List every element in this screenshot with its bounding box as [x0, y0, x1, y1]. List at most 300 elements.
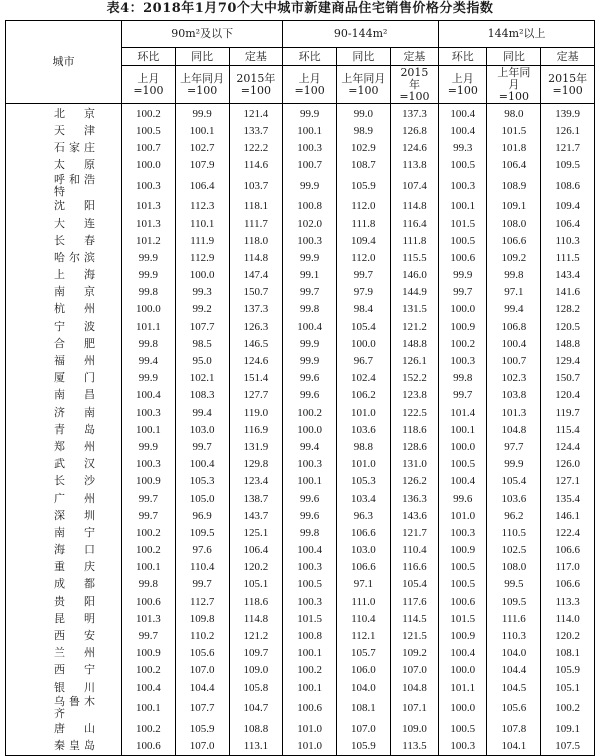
table-row — [6, 456, 595, 473]
value-cell: 100.5 — [439, 720, 487, 737]
value-cell: 117.0 — [541, 559, 595, 576]
value-cell: 121.7 — [390, 524, 438, 541]
value-cell: 120.2 — [229, 559, 283, 576]
value-cell: 109.5 — [175, 524, 229, 541]
value-cell: 151.4 — [229, 370, 283, 387]
city-cell: 海口 — [6, 542, 122, 559]
value-cell: 100.4 — [283, 542, 337, 559]
value-cell: 106.0 — [337, 662, 391, 679]
value-cell: 143.6 — [390, 507, 438, 524]
value-cell: 99.2 — [175, 301, 229, 318]
value-cell: 109.1 — [487, 198, 541, 215]
value-cell: 101.3 — [122, 198, 176, 215]
value-cell: 99.9 — [283, 249, 337, 266]
value-cell: 112.0 — [337, 249, 391, 266]
value-cell: 120.5 — [541, 318, 595, 335]
value-cell: 139.9 — [541, 104, 595, 123]
value-cell: 121.4 — [229, 104, 283, 123]
value-cell: 112.3 — [175, 198, 229, 215]
value-cell: 100.8 — [283, 198, 337, 215]
value-cell: 101.2 — [122, 232, 176, 249]
value-cell: 100.6 — [439, 593, 487, 610]
value-cell: 99.6 — [439, 490, 487, 507]
value-cell: 148.8 — [390, 335, 438, 352]
value-cell: 100.8 — [283, 627, 337, 644]
group-header-medium: 90-144m² — [283, 21, 439, 48]
value-cell: 101.5 — [283, 610, 337, 627]
value-cell: 100.5 — [439, 157, 487, 174]
value-cell: 105.4 — [337, 318, 391, 335]
value-cell: 109.1 — [541, 720, 595, 737]
value-cell: 107.0 — [175, 662, 229, 679]
table-row — [6, 576, 595, 593]
value-cell: 103.0 — [175, 421, 229, 438]
base-header-large-yoy: 上年同 月 =100 — [487, 66, 541, 104]
value-cell: 95.0 — [175, 352, 229, 369]
value-cell: 100.4 — [122, 679, 176, 696]
value-cell: 102.3 — [487, 370, 541, 387]
table-row — [6, 593, 595, 610]
value-cell: 99.8 — [122, 335, 176, 352]
value-cell: 113.1 — [229, 737, 283, 755]
value-cell: 106.6 — [337, 559, 391, 576]
value-cell: 100.1 — [122, 421, 176, 438]
value-cell: 105.9 — [337, 737, 391, 755]
table-row — [6, 157, 595, 174]
value-cell: 99.0 — [337, 104, 391, 123]
value-cell: 99.9 — [283, 352, 337, 369]
value-cell: 99.8 — [283, 524, 337, 541]
table-row — [6, 267, 595, 284]
value-cell: 100.2 — [122, 104, 176, 123]
value-cell: 100.5 — [439, 232, 487, 249]
value-cell: 100.1 — [439, 198, 487, 215]
value-cell: 100.0 — [439, 301, 487, 318]
table-row — [6, 232, 595, 249]
value-cell: 105.8 — [229, 679, 283, 696]
value-cell: 109.7 — [229, 645, 283, 662]
value-cell: 104.4 — [175, 679, 229, 696]
value-cell: 108.0 — [487, 215, 541, 232]
value-cell: 118.6 — [229, 593, 283, 610]
value-cell: 99.6 — [283, 490, 337, 507]
city-cell: 上海 — [6, 267, 122, 284]
value-cell: 99.3 — [439, 139, 487, 156]
table-row — [6, 421, 595, 438]
city-cell: 昆明 — [6, 610, 122, 627]
table-row — [6, 370, 595, 387]
value-cell: 124.4 — [541, 438, 595, 455]
value-cell: 99.7 — [175, 576, 229, 593]
value-cell: 100.9 — [439, 318, 487, 335]
table-row — [6, 387, 595, 404]
value-cell: 98.0 — [487, 104, 541, 123]
value-cell: 116.9 — [229, 421, 283, 438]
value-cell: 143.4 — [541, 267, 595, 284]
city-cell: 沈阳 — [6, 198, 122, 215]
value-cell: 103.4 — [337, 490, 391, 507]
value-cell: 135.4 — [541, 490, 595, 507]
table-row — [6, 662, 595, 679]
value-cell: 100.2 — [541, 696, 595, 720]
value-cell: 100.4 — [283, 318, 337, 335]
value-cell: 106.4 — [229, 542, 283, 559]
value-cell: 99.5 — [487, 576, 541, 593]
value-cell: 99.9 — [122, 249, 176, 266]
value-cell: 125.1 — [229, 524, 283, 541]
value-cell: 105.9 — [541, 662, 595, 679]
value-cell: 96.2 — [487, 507, 541, 524]
value-cell: 128.6 — [390, 438, 438, 455]
value-cell: 111.8 — [390, 232, 438, 249]
value-cell: 100.4 — [439, 473, 487, 490]
value-cell: 133.7 — [229, 122, 283, 139]
value-cell: 105.0 — [175, 490, 229, 507]
value-cell: 113.8 — [390, 157, 438, 174]
value-cell: 150.7 — [541, 370, 595, 387]
subheader-small-yoy: 同比 — [175, 48, 229, 66]
value-cell: 99.9 — [122, 267, 176, 284]
city-cell: 福州 — [6, 352, 122, 369]
value-cell: 100.1 — [175, 122, 229, 139]
value-cell: 101.3 — [122, 610, 176, 627]
value-cell: 109.4 — [541, 198, 595, 215]
value-cell: 129.4 — [541, 352, 595, 369]
city-cell: 武汉 — [6, 456, 122, 473]
value-cell: 101.1 — [439, 679, 487, 696]
value-cell: 104.0 — [337, 679, 391, 696]
table-row — [6, 737, 595, 755]
value-cell: 99.7 — [337, 267, 391, 284]
city-cell: 青岛 — [6, 421, 122, 438]
value-cell: 100.9 — [122, 473, 176, 490]
value-cell: 108.8 — [229, 720, 283, 737]
value-cell: 152.2 — [390, 370, 438, 387]
value-cell: 107.7 — [175, 696, 229, 720]
value-cell: 100.1 — [122, 696, 176, 720]
value-cell: 99.4 — [175, 404, 229, 421]
value-cell: 100.4 — [487, 335, 541, 352]
base-header-small-fixed-base: 2015年 =100 — [229, 66, 283, 104]
city-cell: 重庆 — [6, 559, 122, 576]
value-cell: 107.7 — [175, 318, 229, 335]
value-cell: 100.0 — [439, 438, 487, 455]
value-cell: 100.2 — [122, 720, 176, 737]
value-cell: 109.5 — [487, 593, 541, 610]
value-cell: 97.7 — [487, 438, 541, 455]
city-cell: 唐山 — [6, 720, 122, 737]
city-cell: 南京 — [6, 284, 122, 301]
value-cell: 99.7 — [175, 438, 229, 455]
value-cell: 126.3 — [229, 318, 283, 335]
value-cell: 100.2 — [122, 524, 176, 541]
value-cell: 100.5 — [439, 576, 487, 593]
value-cell: 126.1 — [390, 352, 438, 369]
value-cell: 103.7 — [229, 174, 283, 198]
value-cell: 99.9 — [283, 335, 337, 352]
value-cell: 100.1 — [283, 679, 337, 696]
value-cell: 111.0 — [337, 593, 391, 610]
value-cell: 126.8 — [390, 122, 438, 139]
value-cell: 109.2 — [390, 645, 438, 662]
value-cell: 137.3 — [229, 301, 283, 318]
value-cell: 112.0 — [337, 198, 391, 215]
value-cell: 100.3 — [283, 456, 337, 473]
value-cell: 121.5 — [390, 627, 438, 644]
value-cell: 100.1 — [283, 473, 337, 490]
value-cell: 100.9 — [439, 627, 487, 644]
value-cell: 112.7 — [175, 593, 229, 610]
value-cell: 121.7 — [541, 139, 595, 156]
value-cell: 118.1 — [229, 198, 283, 215]
value-cell: 100.3 — [439, 174, 487, 198]
table-row — [6, 438, 595, 455]
value-cell: 100.2 — [439, 335, 487, 352]
value-cell: 100.2 — [122, 662, 176, 679]
table-row — [6, 139, 595, 156]
value-cell: 110.5 — [487, 524, 541, 541]
value-cell: 99.6 — [283, 507, 337, 524]
table-row — [6, 318, 595, 335]
value-cell: 107.9 — [175, 157, 229, 174]
value-cell: 131.9 — [229, 438, 283, 455]
city-cell: 贵阳 — [6, 593, 122, 610]
value-cell: 96.9 — [175, 507, 229, 524]
value-cell: 112.1 — [337, 627, 391, 644]
value-cell: 122.4 — [541, 524, 595, 541]
value-cell: 104.7 — [229, 696, 283, 720]
table-row — [6, 198, 595, 215]
value-cell: 101.0 — [337, 404, 391, 421]
value-cell: 114.0 — [541, 610, 595, 627]
value-cell: 100.2 — [283, 662, 337, 679]
value-cell: 101.0 — [439, 507, 487, 524]
city-cell: 济南 — [6, 404, 122, 421]
value-cell: 138.7 — [229, 490, 283, 507]
value-cell: 100.1 — [283, 645, 337, 662]
value-cell: 102.0 — [283, 215, 337, 232]
value-cell: 104.8 — [487, 421, 541, 438]
value-cell: 101.1 — [122, 318, 176, 335]
value-cell: 100.3 — [439, 352, 487, 369]
table-body — [6, 104, 595, 756]
value-cell: 127.7 — [229, 387, 283, 404]
value-cell: 111.9 — [175, 232, 229, 249]
table-row — [6, 627, 595, 644]
value-cell: 113.5 — [390, 737, 438, 755]
value-cell: 100.5 — [122, 122, 176, 139]
value-cell: 99.6 — [283, 387, 337, 404]
value-cell: 99.7 — [439, 284, 487, 301]
value-cell: 101.8 — [487, 139, 541, 156]
value-cell: 100.0 — [122, 301, 176, 318]
value-cell: 111.8 — [337, 215, 391, 232]
value-cell: 100.0 — [122, 157, 176, 174]
city-cell: 郑州 — [6, 438, 122, 455]
value-cell: 108.3 — [175, 387, 229, 404]
value-cell: 121.2 — [229, 627, 283, 644]
value-cell: 100.6 — [283, 696, 337, 720]
value-cell: 105.9 — [175, 720, 229, 737]
value-cell: 102.5 — [487, 542, 541, 559]
value-cell: 120.2 — [541, 627, 595, 644]
value-cell: 100.3 — [122, 456, 176, 473]
value-cell: 118.6 — [390, 421, 438, 438]
value-cell: 128.2 — [541, 301, 595, 318]
value-cell: 101.5 — [487, 122, 541, 139]
value-cell: 141.6 — [541, 284, 595, 301]
value-cell: 100.9 — [122, 645, 176, 662]
subheader-medium-fixed-base: 定基 — [390, 48, 438, 66]
value-cell: 97.1 — [337, 576, 391, 593]
value-cell: 110.4 — [390, 542, 438, 559]
value-cell: 101.5 — [439, 610, 487, 627]
table-title: 表4：2018年1月70个大中城市新建商品住宅销售价格分类指数 — [106, 1, 494, 16]
value-cell: 123.4 — [229, 473, 283, 490]
subheader-large-fixed-base: 定基 — [541, 48, 595, 66]
table-row — [6, 610, 595, 627]
value-cell: 146.0 — [390, 267, 438, 284]
city-cell: 宁波 — [6, 318, 122, 335]
value-cell: 99.6 — [283, 370, 337, 387]
value-cell: 124.6 — [390, 139, 438, 156]
value-cell: 100.3 — [283, 559, 337, 576]
value-cell: 109.0 — [390, 720, 438, 737]
city-cell: 天津 — [6, 122, 122, 139]
value-cell: 108.0 — [487, 559, 541, 576]
value-cell: 99.9 — [175, 104, 229, 123]
city-cell: 乌鲁木齐 — [6, 696, 122, 720]
value-cell: 111.7 — [229, 215, 283, 232]
value-cell: 108.1 — [541, 645, 595, 662]
value-cell: 106.4 — [541, 215, 595, 232]
value-cell: 100.4 — [439, 104, 487, 123]
price-index-table — [5, 20, 595, 756]
value-cell: 114.5 — [390, 610, 438, 627]
value-cell: 105.3 — [337, 473, 391, 490]
city-cell: 合肥 — [6, 335, 122, 352]
table-row — [6, 122, 595, 139]
city-cell: 石家庄 — [6, 139, 122, 156]
value-cell: 101.5 — [439, 215, 487, 232]
value-cell: 100.3 — [283, 139, 337, 156]
value-cell: 103.6 — [337, 421, 391, 438]
table-row — [6, 215, 595, 232]
value-cell: 99.9 — [283, 174, 337, 198]
subheader-medium-mom: 环比 — [283, 48, 337, 66]
value-cell: 117.6 — [390, 593, 438, 610]
value-cell: 122.5 — [390, 404, 438, 421]
value-cell: 105.4 — [487, 473, 541, 490]
value-cell: 99.7 — [122, 490, 176, 507]
value-cell: 126.1 — [541, 122, 595, 139]
value-cell: 102.9 — [337, 139, 391, 156]
table-row — [6, 473, 595, 490]
table-row — [6, 507, 595, 524]
value-cell: 131.5 — [390, 301, 438, 318]
table-row — [6, 679, 595, 696]
value-cell: 106.4 — [487, 157, 541, 174]
value-cell: 110.4 — [337, 610, 391, 627]
value-cell: 146.1 — [541, 507, 595, 524]
value-cell: 136.3 — [390, 490, 438, 507]
value-cell: 100.4 — [175, 456, 229, 473]
city-cell: 南昌 — [6, 387, 122, 404]
value-cell: 104.8 — [390, 679, 438, 696]
value-cell: 100.1 — [283, 122, 337, 139]
value-cell: 131.0 — [390, 456, 438, 473]
value-cell: 118.0 — [229, 232, 283, 249]
table-row — [6, 335, 595, 352]
value-cell: 100.3 — [439, 524, 487, 541]
value-cell: 99.9 — [122, 370, 176, 387]
value-cell: 99.8 — [122, 284, 176, 301]
base-header-large-mom: 上月 =100 — [439, 66, 487, 104]
value-cell: 105.7 — [337, 645, 391, 662]
table-row — [6, 524, 595, 541]
value-cell: 148.8 — [541, 335, 595, 352]
value-cell: 100.6 — [439, 249, 487, 266]
value-cell: 100.0 — [337, 335, 391, 352]
value-cell: 103.8 — [487, 387, 541, 404]
value-cell: 99.8 — [283, 301, 337, 318]
value-cell: 105.4 — [390, 576, 438, 593]
city-cell: 太原 — [6, 157, 122, 174]
base-header-small-mom: 上月 =100 — [122, 66, 176, 104]
value-cell: 104.0 — [487, 645, 541, 662]
value-cell: 100.0 — [283, 421, 337, 438]
value-cell: 107.1 — [390, 696, 438, 720]
value-cell: 99.8 — [439, 370, 487, 387]
value-cell: 106.6 — [541, 576, 595, 593]
value-cell: 97.9 — [337, 284, 391, 301]
value-cell: 122.2 — [229, 139, 283, 156]
value-cell: 102.4 — [337, 370, 391, 387]
base-header-medium-mom: 上月 =100 — [283, 66, 337, 104]
value-cell: 100.5 — [439, 456, 487, 473]
table-row — [6, 404, 595, 421]
value-cell: 100.7 — [122, 139, 176, 156]
value-cell: 110.3 — [541, 232, 595, 249]
city-cell: 厦门 — [6, 370, 122, 387]
value-cell: 101.0 — [283, 720, 337, 737]
value-cell: 105.1 — [229, 576, 283, 593]
value-cell: 99.9 — [122, 438, 176, 455]
value-cell: 100.9 — [439, 542, 487, 559]
value-cell: 109.4 — [337, 232, 391, 249]
city-cell: 北京 — [6, 104, 122, 123]
city-cell: 成都 — [6, 576, 122, 593]
city-cell: 呼和浩特 — [6, 174, 122, 198]
value-cell: 99.3 — [175, 284, 229, 301]
table-row — [6, 104, 595, 123]
value-cell: 124.6 — [229, 352, 283, 369]
value-cell: 113.3 — [541, 593, 595, 610]
value-cell: 99.7 — [122, 627, 176, 644]
value-cell: 114.8 — [390, 198, 438, 215]
table-row — [6, 284, 595, 301]
value-cell: 126.2 — [390, 473, 438, 490]
table-header — [6, 21, 595, 104]
value-cell: 98.5 — [175, 335, 229, 352]
value-cell: 100.1 — [122, 559, 176, 576]
value-cell: 101.3 — [487, 404, 541, 421]
value-cell: 100.5 — [439, 559, 487, 576]
value-cell: 147.4 — [229, 267, 283, 284]
subheader-small-mom: 环比 — [122, 48, 176, 66]
city-cell: 南宁 — [6, 524, 122, 541]
value-cell: 129.8 — [229, 456, 283, 473]
